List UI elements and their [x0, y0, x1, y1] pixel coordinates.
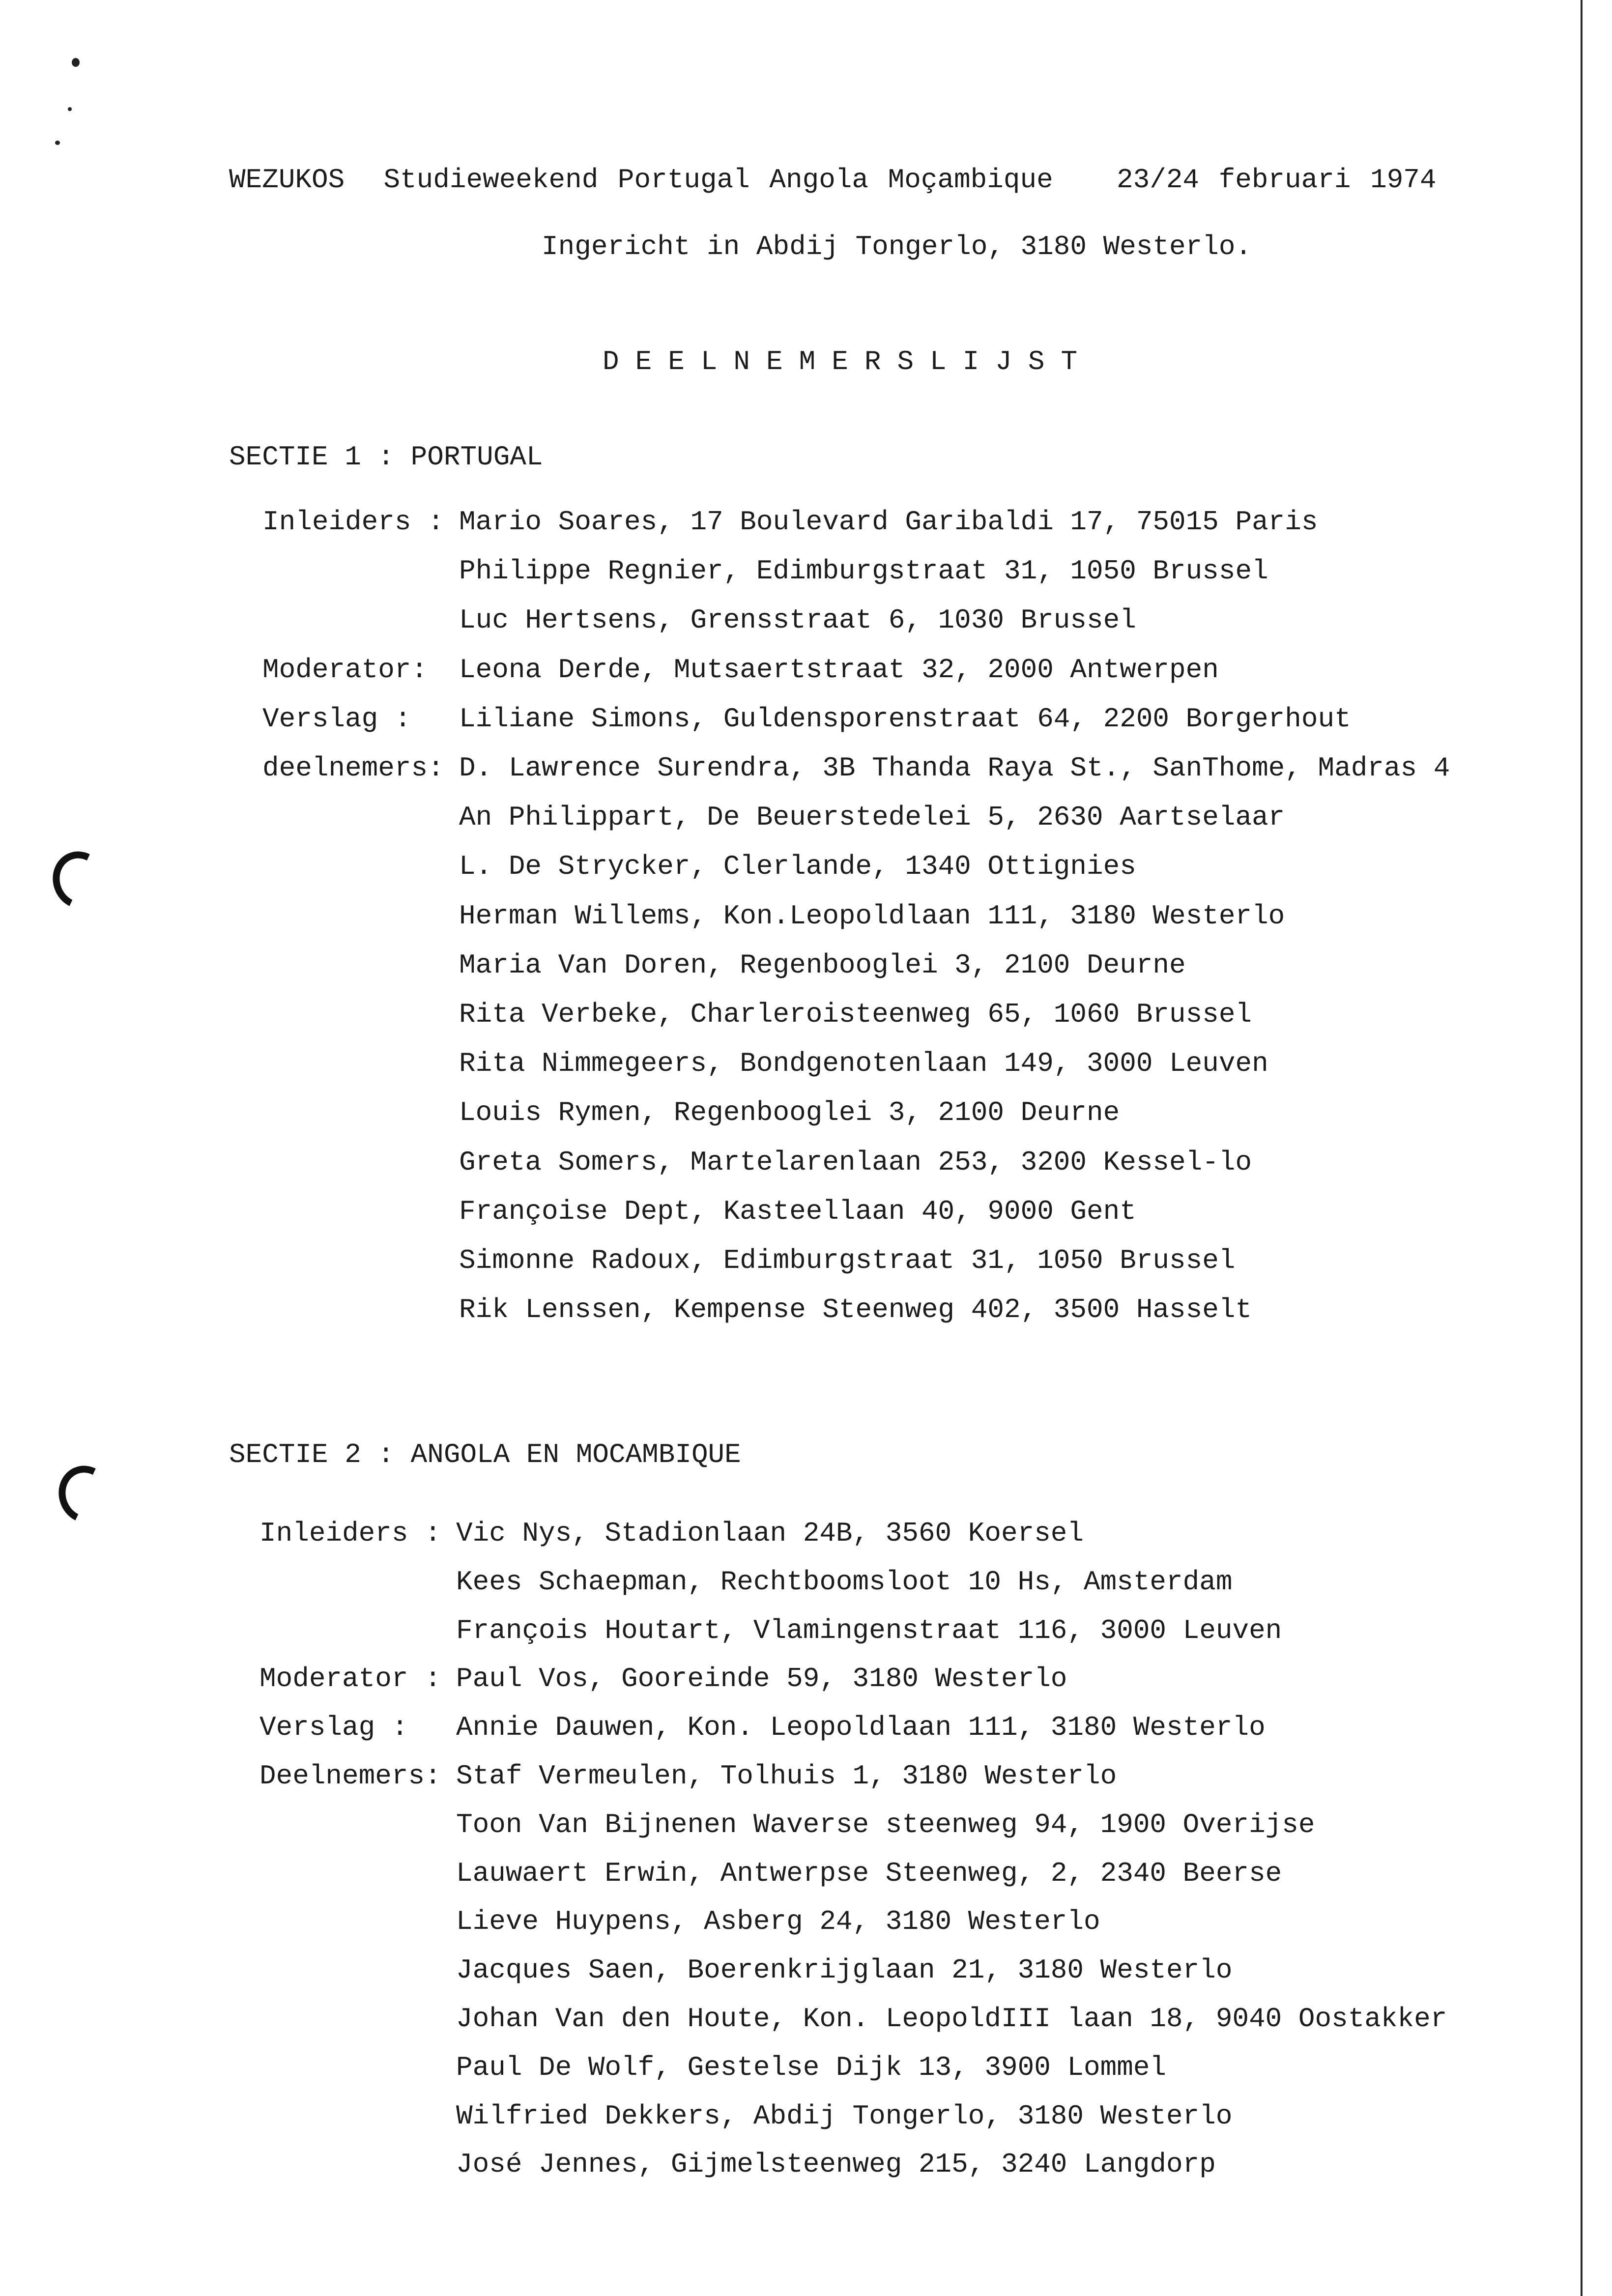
participant-entry: Philippe Regnier, Edimburgstraat 31, 1050 Brussel	[459, 555, 1268, 587]
dust-speck	[68, 107, 72, 111]
role-label: Verslag :	[259, 1712, 408, 1744]
role-label: Verslag :	[262, 703, 411, 735]
participant-entry: L. De Strycker, Clerlande, 1340 Ottignies	[459, 851, 1136, 883]
role-label: deelnemers:	[262, 752, 444, 784]
punch-hole-mark	[45, 844, 115, 917]
participant-entry: François Houtart, Vlamingenstraat 116, 3000 Leuven	[456, 1614, 1282, 1646]
participant-entry: D. Lawrence Surendra, 3B Thanda Raya St., SanThome, Madras 4	[459, 752, 1450, 784]
event-title: WEZUKOS Studieweekend Portugal Angola Moçambique	[229, 164, 1053, 196]
role-label: Deelnemers:	[259, 1760, 441, 1792]
participant-entry: Toon Van Bijnenen Waverse steenweg 94, 1900 Overijse	[456, 1808, 1315, 1840]
participant-entry: Greta Somers, Martelarenlaan 253, 3200 Kessel-lo	[459, 1146, 1252, 1178]
participant-entry: Johan Van den Houte, Kon. LeopoldIII laan 18, 9040 Oostakker	[456, 2003, 1447, 2035]
event-location: Ingericht in Abdij Tongerlo, 3180 Westerlo.	[542, 231, 1252, 262]
participant-entry: Rita Verbeke, Charleroisteenweg 65, 1060 Brussel	[459, 999, 1252, 1030]
participant-entry: Leona Derde, Mutsaertstraat 32, 2000 Antwerpen	[459, 654, 1219, 686]
participant-entry: Maria Van Doren, Regenbooglei 3, 2100 Deurne	[459, 949, 1186, 981]
participant-entry: Rita Nimmegeers, Bondgenotenlaan 149, 3000 Leuven	[459, 1048, 1268, 1080]
participant-entry: Annie Dauwen, Kon. Leopoldlaan 111, 3180 Westerlo	[456, 1712, 1266, 1744]
participant-entry: Vic Nys, Stadionlaan 24B, 3560 Koersel	[456, 1518, 1084, 1549]
role-label: Inleiders :	[262, 506, 444, 538]
participant-entry: Simonne Radoux, Edimburgstraat 31, 1050 Brussel	[459, 1245, 1236, 1276]
dust-speck	[72, 58, 80, 67]
dust-speck	[55, 141, 60, 145]
participant-entry: Jacques Saen, Boerenkrijglaan 21, 3180 Westerlo	[456, 1954, 1233, 1986]
participant-entry: Louis Rymen, Regenbooglei 3, 2100 Deurne	[459, 1097, 1120, 1129]
participant-entry: Lauwaert Erwin, Antwerpse Steenweg, 2, 2340 Beerse	[456, 1857, 1282, 1889]
participant-entry: Staf Vermeulen, Tolhuis 1, 3180 Westerlo	[456, 1760, 1117, 1792]
participant-entry: Luc Hertsens, Grensstraat 6, 1030 Brussel	[459, 604, 1136, 636]
participant-entry: Paul Vos, Gooreinde 59, 3180 Westerlo	[456, 1663, 1067, 1695]
participant-entry: Lieve Huypens, Asberg 24, 3180 Westerlo	[456, 1906, 1100, 1938]
event-date: 23/24 februari 1974	[1117, 164, 1437, 196]
participant-entry: Mario Soares, 17 Boulevard Garibaldi 17, 75015 Paris	[459, 506, 1318, 538]
role-label: Moderator:	[262, 654, 428, 686]
participant-entry: Paul De Wolf, Gestelse Dijk 13, 3900 Lommel	[456, 2051, 1167, 2083]
participant-entry: José Jennes, Gijmelsteenweg 215, 3240 Langdorp	[456, 2149, 1216, 2181]
participant-entry: Wilfried Dekkers, Abdij Tongerlo, 3180 Westerlo	[456, 2100, 1233, 2132]
page-edge-line	[1581, 0, 1583, 2296]
participant-entry: Françoise Dept, Kasteellaan 40, 9000 Gent	[459, 1195, 1136, 1227]
participant-entry: Liliane Simons, Guldensporenstraat 64, 2200 Borgerhout	[459, 703, 1351, 735]
participant-entry: Rik Lenssen, Kempense Steenweg 402, 3500 Hasselt	[459, 1294, 1252, 1326]
participant-entry: Kees Schaepman, Rechtboomsloot 10 Hs, Amsterdam	[456, 1566, 1233, 1598]
section-heading: SECTIE 1 : PORTUGAL	[229, 441, 543, 473]
punch-hole-mark	[51, 1458, 120, 1531]
role-label: Moderator :	[259, 1663, 441, 1695]
participant-entry: An Philippart, De Beuerstedelei 5, 2630 Aartselaar	[459, 802, 1285, 833]
section-heading: SECTIE 2 : ANGOLA EN MOCAMBIQUE	[229, 1439, 741, 1470]
page-title: DEELNEMERSLIJST	[603, 346, 1094, 377]
role-label: Inleiders :	[259, 1518, 441, 1549]
participant-entry: Herman Willems, Kon.Leopoldlaan 111, 3180 Westerlo	[459, 900, 1285, 932]
